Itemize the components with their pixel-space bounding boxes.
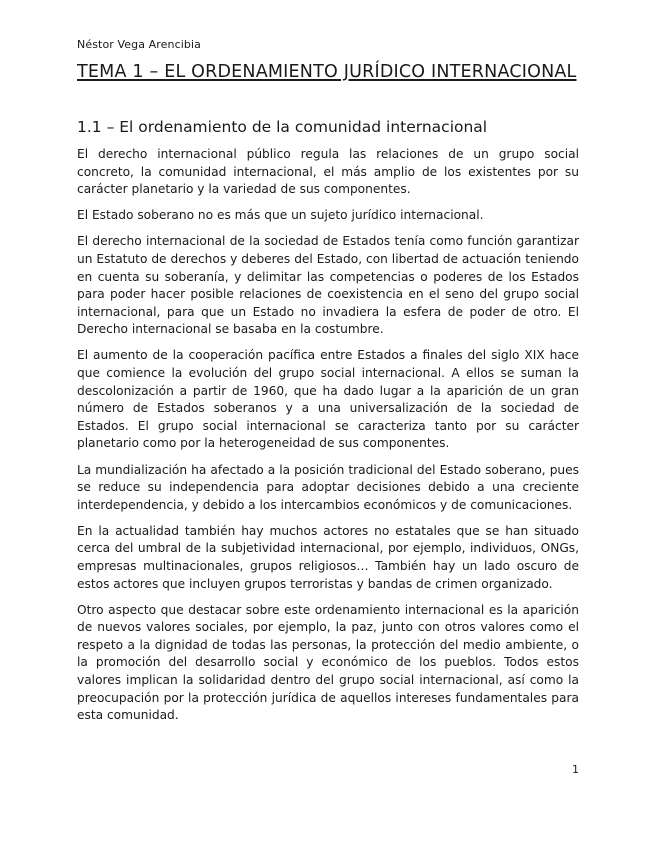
paragraph: El derecho internacional de la sociedad de Estados tenía como función garantizar un Estatuto de derechos y deberes del Estado, con libertad de actuación teniendo en cuenta su soberanía, y delimitar las competencias o poderes de los Estados para poder hacer posible relaciones de coexistencia en el seno del grupo social internacional, para que un Estado no invadiera la esfera de poder de otro. El Derecho internacional se basaba en la costumbre. [77,234,579,337]
paragraph: En la actualidad también hay muchos actores no estatales que se han situado cerca del umbral de la subjetividad internacional, por ejemplo, individuos, ONGs, empresas multinacionales, grupos religiosos… También hay un lado oscuro de estos actores que incluyen grupos terroristas y bandas de crimen organizado. [77,523,579,591]
paragraph: El Estado soberano no es más que un sujeto jurídico internacional. [77,208,484,223]
paragraph: Otro aspecto que destacar sobre este ordenamiento internacional es la aparición de nuevos valores sociales, por ejemplo, la paz, junto con otros valores como el respeto a la dignidad de todas las personas, la protección del medio ambiente, o la promoción del desarrollo social y económico de los pueblos. Todos estos valores implican la solidaridad dentro del grupo social internacional, así como la preocupación por la protección jurídica de aquellos intereses fundamentales para esta comunidad. [77,602,579,723]
body-text [77,146,579,733]
paragraph: La mundialización ha afectado a la posición tradicional del Estado soberano, pues se reduce su independencia para adoptar decisiones debido a una creciente interdependencia, y debido a los intercambios económicos y de comunicaciones. [77,462,579,512]
paragraph: El derecho internacional público regula las relaciones de un grupo social concreto, la comunidad internacional, el más amplio de los existentes por su carácter planetario y la variedad de sus componentes. [77,147,579,197]
document-title: TEMA 1 – EL ORDENAMIENTO JURÍDICO INTERNACIONAL [77,62,577,82]
paragraph: El aumento de la cooperación pacífica entre Estados a finales del siglo XIX hace que comience la evolución del grupo social internacional. A ellos se suman la descolonización a partir de 1960, que ha dado lugar a la aparición de un gran número de Estados soberanos y a una universalización de la sociedad de Estados. El grupo social internacional se caracteriza tanto por su carácter planetario como por la heterogeneidad de sus componentes. [77,348,579,451]
section-heading: 1.1 – El ordenamiento de la comunidad internacional [77,118,488,136]
author-header: Néstor Vega Arencibia [77,38,201,51]
page-number: 1 [572,763,579,776]
